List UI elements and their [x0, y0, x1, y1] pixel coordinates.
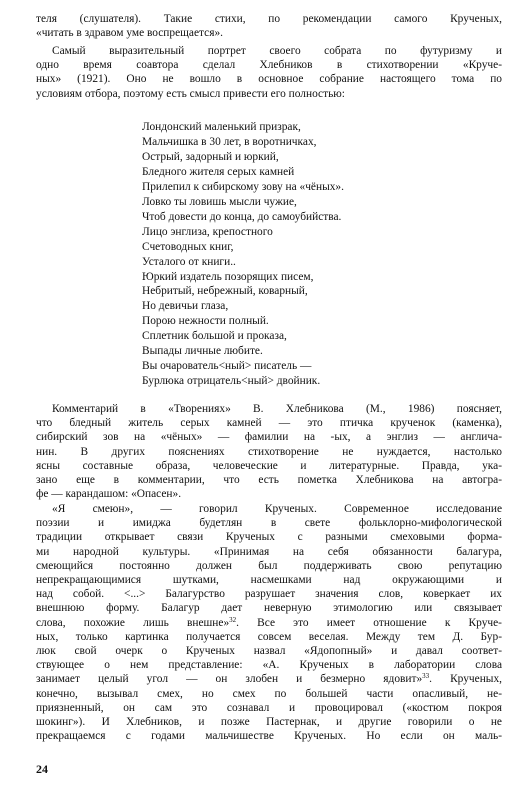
poem-line: Лицо энглиза, крепостного — [142, 225, 273, 238]
footnote-ref-32: 32 — [229, 615, 237, 624]
text-line: приязненный, он сам это сознавал и провоцировал («костюм покроя — [36, 701, 502, 714]
text-line: что бледный житель серых камней — это птичка крученок (каменка), — [36, 417, 502, 430]
text-fragment: . Все это имеет отношение к Круче- — [236, 616, 502, 629]
text-line: непрекращающимися шутками, насмешками над окружающими и — [36, 574, 502, 587]
poem-line: Счетоводных книг, — [142, 240, 234, 253]
text-line: внешнюю форму. Балагур дает неверную этимологию или связывает — [36, 602, 502, 615]
text-line: смеющийся постоянно должен был поддерживать свою репутацию — [36, 559, 502, 572]
poem-line: Юркий издатель позорящих писем, — [142, 270, 314, 283]
poem-line: Лондонский маленький призрак, — [142, 121, 301, 133]
page-number: 24 — [36, 762, 48, 776]
text-line: ных, только картинка получается совсем веселая. Между тем Д. Бур- — [36, 630, 502, 643]
poem-line: Острый, задорный и юркий, — [142, 150, 279, 163]
text-line: над собой. <...> Балагурство разрушает значения слов, коверкает их — [36, 588, 502, 601]
text-line: ясны составные образа, человеческие и литературные. Правда, ука- — [36, 459, 502, 472]
text-line: конечно, вызывал смех, но смех по большей части опасливый, не- — [36, 687, 502, 700]
text-line: теля (слушателя). Такие стихи, по рекомендации самого Крученых, — [36, 13, 502, 25]
paragraph-intro-poem — [36, 44, 502, 101]
text-fragment: слова, похожие лишь внешне» — [36, 616, 230, 629]
text-line: Самый выразительный портрет своего собрата по футуризму и — [52, 45, 502, 57]
text-line: поэзии и имиджа будетлян в свете фольклорно-мифологической — [36, 517, 502, 530]
paragraph-continuation — [36, 12, 502, 40]
text-line: прекращаемся с годами мальчишестве Крученых. Но если он маль- — [36, 730, 502, 743]
text-line: ствующее о нем представление: «А. Крученых в лаборатории слова — [36, 659, 502, 672]
poem-line: Ловко ты ловишь мысли чужие, — [142, 195, 297, 208]
text-line: нин. В других пояснениях стихотворение не нуждается, настолько — [36, 445, 502, 458]
text-line: «читать в здравом уме воспрещается». — [36, 27, 223, 40]
poem-line: Усталого от книги.. — [142, 255, 236, 268]
text-line: условиям отбора, поэтому есть смысл привести его полностью: — [36, 87, 345, 100]
poem-line: Сплетник большой и проказа, — [142, 330, 287, 343]
text-line: одно время соавтора сделал Хлебников в стихотворении «Круче- — [36, 59, 502, 72]
text-line: зано еще в комментарии, что есть пометка Хлебникова на автогра- — [36, 474, 502, 487]
paragraph-laughter — [36, 502, 502, 743]
text-line: люк свой очерк о Крученых назвал «Ядопопный» и давал соответ- — [36, 645, 502, 658]
poem-line: Но девичьи глаза, — [142, 300, 229, 313]
poem-line: Бурлюка отрицатель<ный> двойник. — [142, 375, 321, 388]
poem-line: Порою нежности полный. — [142, 315, 269, 328]
text-fragment: . Крученых, — [429, 673, 503, 686]
poem-line: Бледного жителя серых камней — [142, 165, 295, 178]
text-line: традиции открывает связи Крученых с разными смеховыми форма- — [36, 531, 502, 544]
text-line: Комментарий в «Творениях» В. Хлебникова (М., 1986) поясняет, — [52, 403, 502, 415]
footnote-ref-33: 33 — [422, 672, 430, 681]
text-line: шокинг»). И Хлебников, и позже Пастернак, и другие говорили о не — [36, 716, 502, 729]
paragraph-commentary — [36, 402, 502, 501]
poem-line: Мальчишка в 30 лет, в воротничках, — [142, 135, 317, 148]
poem-line: Выпады личные любите. — [142, 345, 263, 358]
text-line-with-footnote — [36, 672, 502, 686]
text-line-with-footnote — [36, 616, 502, 630]
poem-kruchenykh — [142, 120, 472, 389]
text-line: «Я смеюн», — говорил Крученых. Современное исследование — [52, 503, 502, 515]
poem-line: Чтоб довести до конца, до самоубийства. — [142, 210, 342, 223]
poem-line: Небритый, небрежный, коварный, — [142, 285, 308, 298]
text-line: сибирский зов на «чёных» — фамилии на -ых, а энглиз — англича- — [36, 431, 502, 444]
poem-line: Вы очарователь<ный> писатель — — [142, 360, 312, 373]
text-fragment: занимает целый угол — он злобен и безмерно ядовит» — [36, 673, 423, 686]
text-line: ных» (1921). Оно не вошло в основное собрание настоящего тома по — [36, 73, 502, 86]
poem-line: Прилепил к сибирскому зову на «чёных». — [142, 180, 344, 193]
text-line: фе — карандашом: «Опасен». — [36, 488, 182, 501]
text-line: ми народной культуры. «Принимая на себя обязанности балагура, — [36, 545, 502, 558]
